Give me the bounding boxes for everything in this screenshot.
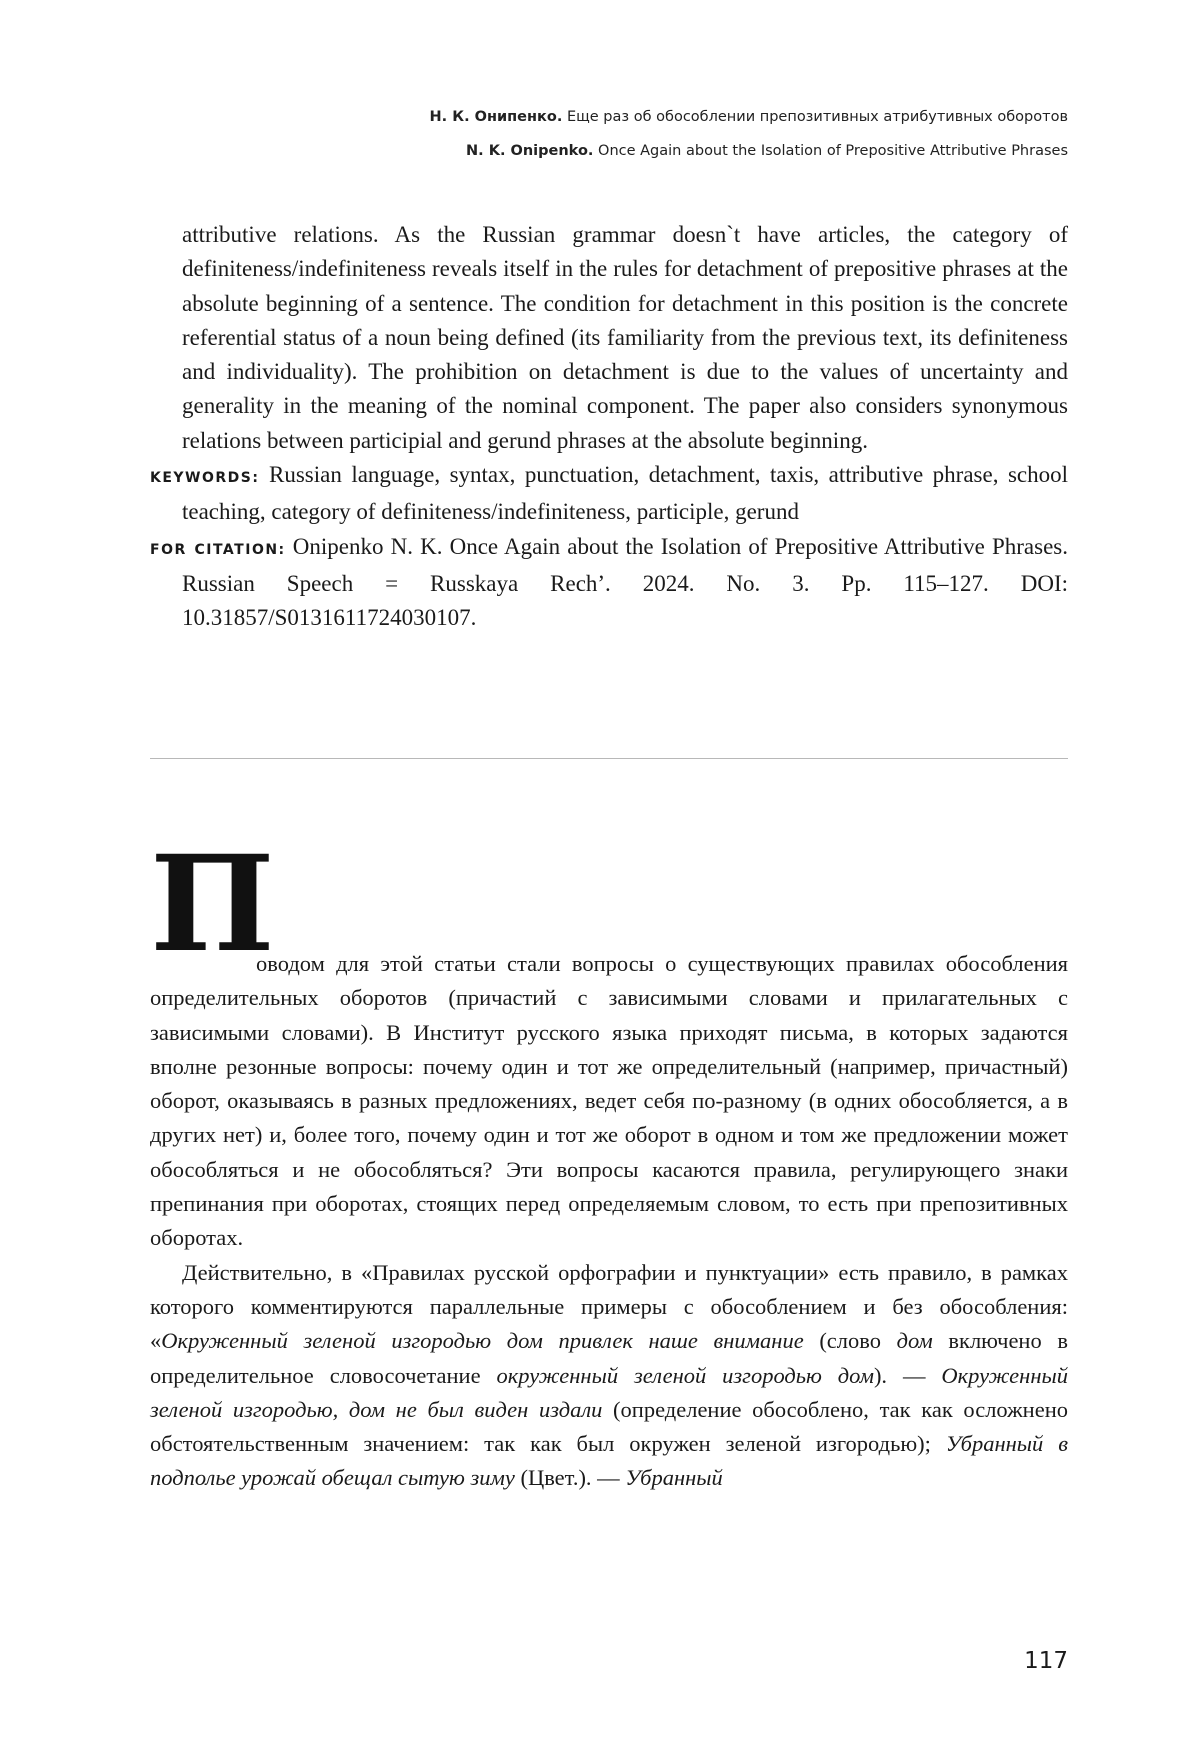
- abstract-continuation: attributive relations. As the Russian grammar doesn`t have articles, the category of definiteness/indefiniteness reveals itself in the rules for detachment of prepositive phrases at the absolute beginning of a sentence. The condition for detachment in this position is the concrete referential status of a noun being defined (its familiarity from the previous text, its definiteness and individuality). The prohibition on detachment is due to the values of uncertainty and generality in the meaning of the nominal component. The paper also considers synonymous relations between participial and gerund phrases at the absolute beginning.: [182, 222, 1068, 453]
- p2-text-1: Действительно, в «Правилах русской орфографии и пунктуации» есть правило, в рамках которого комментируются параллельные примеры с обособлением и без обособления: «: [150, 1259, 1068, 1354]
- p2-example-3: окруженный зеленой изгородью дом: [496, 1362, 874, 1388]
- header-ru-author: Н. К. Онипенко.: [429, 109, 563, 125]
- article-body: [150, 947, 1068, 1496]
- header-ru-line: [430, 100, 1068, 134]
- p2-example-4: Окруженный зеленой изгородью, дом не был виден издали: [150, 1362, 1068, 1422]
- p2-example-6: Убранный: [625, 1465, 723, 1491]
- p2-text-2: (слово: [803, 1328, 897, 1354]
- p2-example-2: дом: [896, 1328, 933, 1354]
- p2-text-3: включено в определительное словосочетание: [150, 1328, 1068, 1388]
- citation-text: Onipenko N. K. Once Again about the Isolation of Prepositive Attributive Phrases. Russian Speech = Russkaya Rech’. 2024. No. 3. Pp. 115–127. DOI: 10.31857/S0131611724030107.: [182, 533, 1068, 631]
- p2-text-6: (Цвет.). —: [514, 1465, 626, 1491]
- p2-text-4: ). —: [873, 1362, 942, 1388]
- header-en-author: N. K. Onipenko.: [466, 143, 594, 159]
- keywords-text: Russian language, syntax, punctuation, detachment, taxis, attributive phrase, school teaching, category of definiteness/indefiniteness, participle, gerund: [182, 462, 1068, 525]
- p2-example-5: Убранный в подполье урожай обещал сытую зиму: [150, 1431, 1068, 1491]
- section-divider: [150, 758, 1068, 759]
- drop-cap: П: [150, 827, 275, 982]
- keywords-label: KEYWORDS:: [150, 470, 260, 487]
- header-en-title: Once Again about the Isolation of Prepositive Attributive Phrases: [598, 143, 1068, 159]
- paragraph-1-text: оводом для этой статьи стали вопросы о существующих правилах обособления определительных оборотов (причастий с зависимыми словами и прилагательных с зависимыми словами). В Институт русского языка приходят письма, в которых задаются вполне резонные вопросы: почему один и тот же определительный (например, причастный) оборот, оказываясь в разных предложениях, ведет себя по-разному (в одних обособляется, а в других нет) и, более того, почему один и тот же оборот в одном и том же предложении может обособляться и не обособляться? Эти вопросы касаются правила, регулирующего знаки препинания при оборотах, стоящих перед определяемым словом, то есть при препозитивных оборотах.: [150, 951, 1068, 1251]
- body-paragraph-2: [150, 1256, 1068, 1496]
- citation-paragraph: [150, 530, 1068, 636]
- keywords-paragraph: [150, 458, 1068, 530]
- page-number: 117: [1024, 1648, 1068, 1674]
- running-header: [430, 100, 1068, 168]
- citation-label: FOR CITATION:: [150, 541, 286, 558]
- header-ru-title: Еще раз об обособлении препозитивных атрибутивных оборотов: [566, 109, 1068, 125]
- header-en-line: [430, 134, 1068, 168]
- p2-example-1: Окруженный зеленой изгородью дом привлек наше внимание: [161, 1328, 804, 1354]
- body-paragraph-1: [150, 947, 1068, 1256]
- abstract-block: [150, 218, 1068, 636]
- p2-text-5: (определение обособлено, так как осложнено обстоятельственным значением: так как был окружен зеленой изгородью);: [150, 1396, 1068, 1457]
